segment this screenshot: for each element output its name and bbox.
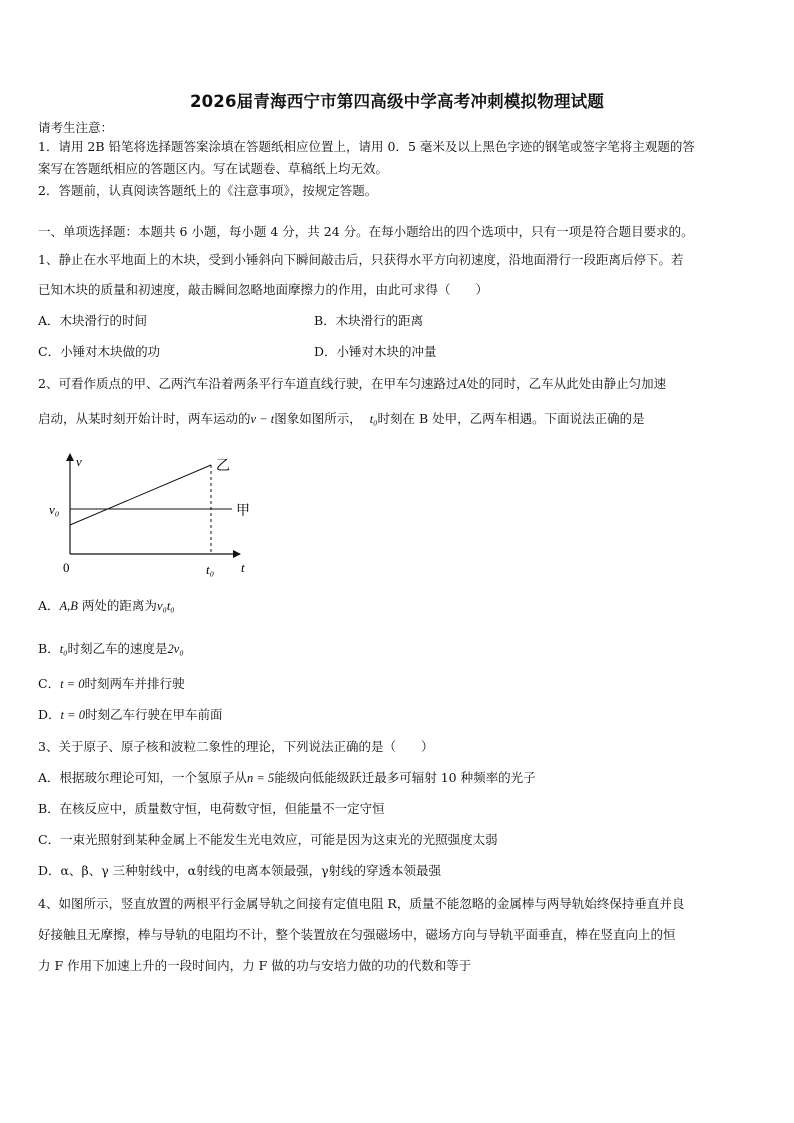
notice-item-2: 2．答题前，认真阅读答题纸上的《注意事项》，按规定答题。 bbox=[38, 183, 378, 198]
q1-option-a: A．木块滑行的时间 bbox=[38, 313, 148, 328]
q1-stem-b: 已知木块的质量和初速度，敲击瞬间忽略地面摩擦力的作用，由此可求得（ ） bbox=[38, 282, 489, 297]
q4-stem-b: 好接触且无摩擦，棒与导轨的电阻均不计，整个装置放在匀强磁场中，磁场方向与导轨平面垂直，棒在竖直向上的恒 bbox=[38, 927, 676, 942]
q2-option-b bbox=[38, 641, 184, 657]
q2-symbol-vt: v − t bbox=[250, 412, 275, 426]
q2-option-a bbox=[38, 598, 175, 614]
q2-option-d-text: 时刻乙车行驶在甲车前面 bbox=[84, 707, 223, 722]
q2-option-b-letter: B． bbox=[38, 641, 60, 656]
q2-option-d bbox=[38, 707, 222, 723]
q3-stem: 3、关于原子、原子核和波粒二象性的理论，下列说法正确的是（ ） bbox=[38, 739, 434, 754]
x-axis-label: t bbox=[241, 560, 245, 575]
q2-stem-a bbox=[38, 376, 758, 392]
q2-stem-a-part1: 2、可看作质点的甲、乙两汽车沿着两条平行车道直线行驶，在甲车匀速路过 bbox=[38, 376, 459, 391]
q3-option-a-pre: A．根据玻尔理论可知，一个氢原子从 bbox=[38, 770, 248, 785]
line-yi bbox=[70, 465, 211, 525]
q2-option-a-sym: A,B bbox=[59, 599, 78, 613]
q2-option-b-text: 时刻乙车的速度是 bbox=[67, 641, 168, 656]
q1-option-d: D．小锤对木块的冲量 bbox=[314, 344, 437, 359]
q2-option-d-letter: D． bbox=[38, 707, 61, 722]
q3-option-a-post: 能级向低能级跃迁最多可辐射 10 种频率的光子 bbox=[274, 770, 536, 785]
q2-stem-b-part1: 启动，从某时刻开始计时，两车运动的 bbox=[38, 411, 251, 426]
q2-option-c bbox=[38, 676, 185, 692]
q1-option-c: C．小锤对木块做的功 bbox=[38, 344, 161, 359]
t0-label: t₀ bbox=[206, 562, 215, 577]
q2-option-c-sym: t = 0 bbox=[60, 677, 85, 691]
q2-option-a-sym2: v₀t₀ bbox=[156, 599, 175, 613]
notice-heading: 请考生注意： bbox=[38, 120, 114, 135]
q1-stem-a: 1、静止在水平地面上的木块，受到小锤斜向下瞬间敲击后，只获得水平方向初速度，沿地面滑行一段距离后停下。若 bbox=[38, 252, 684, 267]
q4-stem-a: 4、如图所示，竖直放置的两根平行金属导轨之间接有定值电阻 R，质量不能忽略的金属棒与两导轨始终保持垂直并良 bbox=[38, 896, 685, 911]
q2-symbol-t0: t₀ bbox=[369, 412, 378, 426]
q2-option-c-text: 时刻两车并排行驶 bbox=[84, 676, 185, 691]
q3-option-b: B．在核反应中，质量数守恒，电荷数守恒，但能量不一定守恒 bbox=[38, 801, 385, 816]
q3-option-c: C．一束光照射到某种金属上不能发生光电效应，可能是因为这束光的光照强度太弱 bbox=[38, 832, 498, 847]
v0-label: v₀ bbox=[49, 502, 60, 517]
section-heading: 一、单项选择题：本题共 6 小题，每小题 4 分，共 24 分。在每小题给出的四个选项中，只有一项是符合题目要求的。 bbox=[38, 224, 694, 239]
page-title: 2026届青海西宁市第四高级中学高考冲刺模拟物理试题 bbox=[189, 92, 605, 111]
q2-stem-b bbox=[38, 411, 758, 427]
yi-label: 乙 bbox=[216, 459, 230, 474]
q2-option-b-sym2: 2v₀ bbox=[167, 642, 184, 656]
q2-option-a-letter: A． bbox=[38, 598, 60, 613]
q1-option-b: B．木块滑行的距离 bbox=[314, 313, 424, 328]
q2-stem-b-part2: 图象如图所示， bbox=[274, 411, 362, 426]
notice-item-1a: 1．请用 2B 铅笔将选择题答案涂填在答题纸相应位置上，请用 0．5 毫米及以上黑色字迹的钢笔或签字笔将主观题的答 bbox=[38, 139, 695, 154]
q3-option-d: D．α、β、γ 三种射线中，α射线的电离本领最强，γ射线的穿透本领最强 bbox=[38, 863, 442, 878]
q2-stem-a-part2: 处的同时，乙车从此处由静止匀加速 bbox=[466, 376, 667, 391]
q2-stem-b-part3: 时刻在 B 处甲，乙两车相遇。下面说法正确的是 bbox=[377, 411, 645, 426]
notice-item-1b: 案写在答题纸相应的答题区内。写在试题卷、草稿纸上均无效。 bbox=[38, 161, 389, 176]
q2-option-d-sym: t = 0 bbox=[60, 708, 85, 722]
q2-option-a-text: 两处的距离为 bbox=[81, 598, 157, 613]
y-axis-label: v bbox=[76, 454, 82, 469]
origin-label: 0 bbox=[63, 560, 70, 575]
q2-option-b-sym: t₀ bbox=[59, 642, 68, 656]
q3-option-a bbox=[38, 770, 758, 786]
q4-stem-c: 力 F 作用下加速上升的一段时间内，力 F 做的功与安培力做的功的代数和等于 bbox=[38, 958, 472, 973]
q2-symbol-a: A bbox=[458, 377, 467, 391]
vt-graph bbox=[40, 448, 265, 583]
jia-label: 甲 bbox=[236, 504, 250, 519]
q2-option-c-letter: C． bbox=[38, 676, 61, 691]
q3-option-a-sym: n = 5 bbox=[247, 771, 275, 785]
